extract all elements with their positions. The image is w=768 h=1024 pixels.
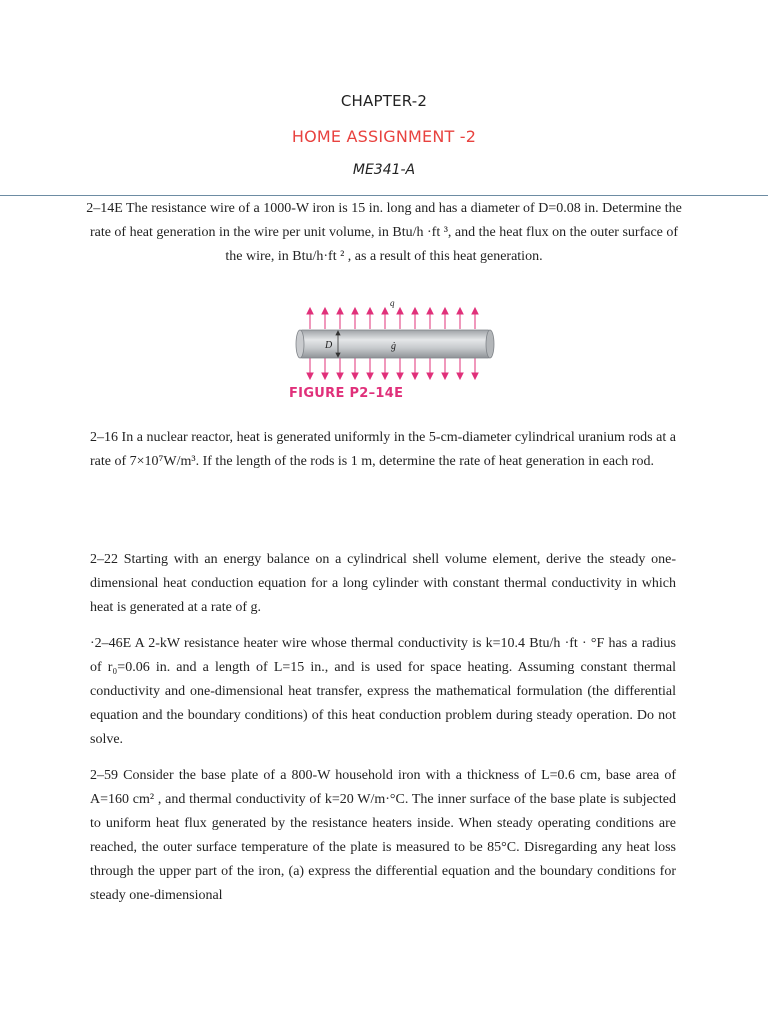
problem-2-22: 2–22 Starting with an energy balance on a cylindrical shell volume element, derive the steady one-dimensional heat conduction equation for a long cylinder with constant thermal conductivity in which heat is generated at a rate of g. (90, 552, 676, 615)
problem-2-46e: ·2–46E A 2-kW resistance heater wire whose thermal conductivity is k=10.4 Btu/h ·ft · °F has a radius of r₀=0.06 in. and a length of L=15 in., and is used for space heating. Assuming constant thermal conductivity and one-dimensional heat transfer, express the mathematical formulation (the differential equation and the boundary conditions) of this heat conduction problem during steady operation. Do not solve. (90, 636, 676, 747)
problem-2-16: 2–16 In a nuclear reactor, heat is generated uniformly in the 5-cm-diameter cylindrical uranium rods at a rate of 7×10⁷W/m³. If the length of the rods is 1 m, determine the rate of heat generation in each rod. (90, 430, 676, 469)
course-code: ME341-A (352, 162, 416, 178)
assignment-title: HOME ASSIGNMENT -2 (291, 127, 477, 146)
diameter-label: D (325, 340, 333, 351)
problem-2-59: 2–59 Consider the base plate of a 800-W household iron with a thickness of L=0.6 cm, base area of A=160 cm² , and thermal conductivity of k=20 W/m·°C. The inner surface of the base plate is subjected to uniform heat flux generated by the resistance heaters inside. When steady operating conditions are reached, the outer surface temperature of the plate is measured to be 85°C. Disregarding any heat loss through the upper part of the iron, (a) express the differential equation and the boundary conditions for steady one-dimensional (90, 768, 676, 903)
generation-label: ġ (391, 341, 396, 352)
chapter-title: CHAPTER-2 (340, 92, 428, 110)
heat-flux-label: q (390, 298, 395, 308)
outward-flux-arrows-top (307, 308, 478, 329)
outward-flux-arrows-bottom (307, 358, 478, 379)
header-divider (0, 195, 768, 196)
figure-caption: FIGURE P2–14E (289, 386, 404, 401)
problem-2-14e: 2–14E The resistance wire of a 1000-W iron is 15 in. long and has a diameter of D=0.08 in. Determine the rate of heat generation in the wire per unit volume, in Btu/h ·ft ³, and the heat flux on the outer surface of the wire, in Btu/h·ft ² , as a result of this heat generation. (86, 201, 682, 264)
